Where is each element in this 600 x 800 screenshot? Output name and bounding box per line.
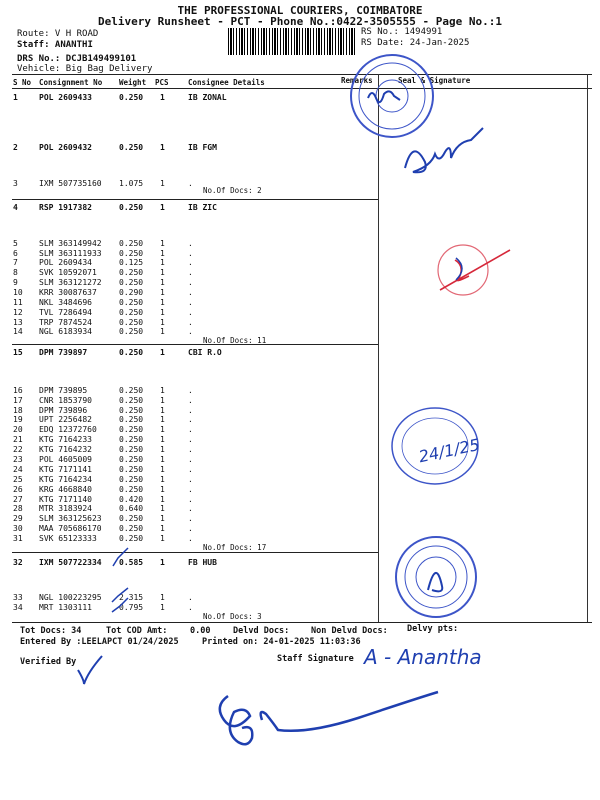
row-pcs: 1 bbox=[160, 485, 165, 494]
row-weight: 0.585 bbox=[119, 558, 144, 567]
row-sno: 29 bbox=[13, 514, 23, 523]
bank-stamp-icon bbox=[351, 55, 433, 137]
row-sno: 30 bbox=[13, 524, 23, 533]
row-consignee: . bbox=[188, 288, 193, 297]
row-consignee: . bbox=[188, 406, 193, 415]
row-sno: 2 bbox=[13, 143, 18, 152]
row-pcs: 1 bbox=[160, 278, 165, 287]
row-sno: 22 bbox=[13, 445, 23, 454]
row-pcs: 1 bbox=[160, 143, 165, 152]
row-sno: 4 bbox=[13, 203, 18, 212]
staff: Staff: ANANTHI bbox=[17, 40, 93, 50]
row-weight: 0.250 bbox=[119, 396, 144, 405]
row-weight: 0.250 bbox=[119, 386, 144, 395]
row-consignment: KTG 7164232 bbox=[39, 445, 92, 454]
row-weight: 0.250 bbox=[119, 425, 144, 434]
drs-number: DRS No.: DCJB149499101 bbox=[17, 54, 137, 64]
row-sno: 32 bbox=[13, 558, 23, 567]
row-consignee: . bbox=[188, 258, 193, 267]
row-consignee: . bbox=[188, 465, 193, 474]
row-sno: 17 bbox=[13, 396, 23, 405]
row-consignee: . bbox=[188, 495, 193, 504]
row-weight: 1.075 bbox=[119, 179, 144, 188]
row-consignment: SVK 65123333 bbox=[39, 534, 97, 543]
row-consignment: SLM 363121272 bbox=[39, 278, 102, 287]
row-consignee: FB HUB bbox=[188, 558, 217, 567]
verified-tick-icon bbox=[78, 656, 102, 684]
row-weight: 0.250 bbox=[119, 475, 144, 484]
row-weight: 0.250 bbox=[119, 485, 144, 494]
row-pcs: 1 bbox=[160, 308, 165, 317]
row-sno: 34 bbox=[13, 603, 23, 612]
row-weight: 0.250 bbox=[119, 327, 144, 336]
row-weight: 0.640 bbox=[119, 504, 144, 513]
row-sno: 15 bbox=[13, 348, 23, 357]
row-sno: 20 bbox=[13, 425, 23, 434]
row-consignee: . bbox=[188, 179, 193, 188]
tick-mark-icon bbox=[112, 548, 128, 612]
row-pcs: 1 bbox=[160, 534, 165, 543]
total-cod-label: Tot COD Amt: bbox=[106, 626, 168, 636]
row-sno: 5 bbox=[13, 239, 18, 248]
row-consignee: . bbox=[188, 524, 193, 533]
row-pcs: 1 bbox=[160, 514, 165, 523]
row-consignment: TVL 7286494 bbox=[39, 308, 92, 317]
row-weight: 0.250 bbox=[119, 239, 144, 248]
row-consignment: KTG 7171140 bbox=[39, 495, 92, 504]
non-delivered-docs: Non Delvd Docs: bbox=[311, 626, 388, 636]
row-sno: 18 bbox=[13, 406, 23, 415]
row-pcs: 1 bbox=[160, 495, 165, 504]
group-doc-count: No.Of Docs: 11 bbox=[203, 336, 267, 345]
company-title: THE PROFESSIONAL COURIERS, COIMBATORE bbox=[177, 4, 423, 17]
row-consignment: DPM 739897 bbox=[39, 348, 88, 357]
row-sno: 31 bbox=[13, 534, 23, 543]
row-pcs: 1 bbox=[160, 504, 165, 513]
entered-by: Entered By :LEELAPCT 01/24/2025 bbox=[20, 637, 179, 647]
row-consignment: SLM 363125623 bbox=[39, 514, 102, 523]
initial-mark-icon bbox=[368, 91, 400, 102]
row-consignment: SLM 363149942 bbox=[39, 239, 102, 248]
row-weight: 0.125 bbox=[119, 258, 144, 267]
row-pcs: 1 bbox=[160, 93, 165, 102]
row-weight: 0.250 bbox=[119, 514, 144, 523]
row-weight: 0.250 bbox=[119, 435, 144, 444]
row-pcs: 1 bbox=[160, 425, 165, 434]
row-weight: 0.420 bbox=[119, 495, 144, 504]
row-consignee: . bbox=[188, 485, 193, 494]
row-sno: 7 bbox=[13, 258, 18, 267]
group-doc-count: No.Of Docs: 17 bbox=[203, 543, 267, 552]
row-sno: 8 bbox=[13, 268, 18, 277]
row-pcs: 1 bbox=[160, 435, 165, 444]
row-consignee: . bbox=[188, 425, 193, 434]
row-consignee: . bbox=[188, 504, 193, 513]
row-consignment: SVK 10592071 bbox=[39, 268, 97, 277]
row-weight: 0.250 bbox=[119, 465, 144, 474]
row-consignee: . bbox=[188, 386, 193, 395]
row-consignee: . bbox=[188, 308, 193, 317]
printed-on: Printed on: 24-01-2025 11:03:36 bbox=[202, 637, 361, 647]
row-pcs: 1 bbox=[160, 396, 165, 405]
row-weight: 0.250 bbox=[119, 415, 144, 424]
row-pcs: 1 bbox=[160, 203, 165, 212]
row-sno: 23 bbox=[13, 455, 23, 464]
hub-stamp-icon bbox=[396, 537, 476, 617]
row-consignment: POL 2609434 bbox=[39, 258, 92, 267]
row-consignment: IXM 507735160 bbox=[39, 179, 102, 188]
row-consignment: NGL 6183934 bbox=[39, 327, 92, 336]
row-weight: 0.250 bbox=[119, 278, 144, 287]
row-consignee: . bbox=[188, 593, 193, 602]
row-pcs: 1 bbox=[160, 348, 165, 357]
row-weight: 0.250 bbox=[119, 298, 144, 307]
row-consignee: . bbox=[188, 445, 193, 454]
row-sno: 9 bbox=[13, 278, 18, 287]
row-weight: 0.290 bbox=[119, 288, 144, 297]
row-consignment: POL 2609433 bbox=[39, 93, 92, 102]
row-consignee: CBI R.O bbox=[188, 348, 222, 357]
row-pcs: 1 bbox=[160, 327, 165, 336]
row-weight: 0.250 bbox=[119, 249, 144, 258]
vehicle: Vehicle: Big Bag Delivery bbox=[17, 64, 153, 74]
row-consignment: POL 4605009 bbox=[39, 455, 92, 464]
row-sno: 21 bbox=[13, 435, 23, 444]
row-pcs: 1 bbox=[160, 318, 165, 327]
row-sno: 16 bbox=[13, 386, 23, 395]
row-consignment: KTG 7164234 bbox=[39, 475, 92, 484]
total-docs: Tot Docs: 34 bbox=[20, 626, 82, 636]
runsheet-title: Delivery Runsheet - PCT - Phone No.:0422-3505555 - Page No.:1 bbox=[98, 15, 502, 28]
signature-icon bbox=[405, 128, 483, 172]
row-pcs: 1 bbox=[160, 524, 165, 533]
row-pcs: 1 bbox=[160, 593, 165, 602]
row-sno: 24 bbox=[13, 465, 23, 474]
row-pcs: 1 bbox=[160, 249, 165, 258]
row-consignment: DPM 739896 bbox=[39, 406, 88, 415]
row-sno: 14 bbox=[13, 327, 23, 336]
row-weight: 0.250 bbox=[119, 318, 144, 327]
row-consignee: . bbox=[188, 455, 193, 464]
row-weight: 2.315 bbox=[119, 593, 144, 602]
signature-icon bbox=[428, 573, 442, 591]
row-consignee: IB ZIC bbox=[188, 203, 217, 212]
row-consignee: . bbox=[188, 298, 193, 307]
total-cod-value: 0.00 bbox=[190, 626, 211, 636]
row-weight: 0.250 bbox=[119, 348, 144, 357]
col-consignment: Consignment No bbox=[39, 78, 103, 87]
stamp-date-text: 24/1/25 bbox=[417, 434, 482, 467]
row-consignment: TRP 7874524 bbox=[39, 318, 92, 327]
row-consignment: IXM 507722334 bbox=[39, 558, 102, 567]
row-consignment: KTG 7164233 bbox=[39, 435, 92, 444]
row-pcs: 1 bbox=[160, 455, 165, 464]
row-consignee: IB ZONAL bbox=[188, 93, 227, 102]
signature-scribble-icon bbox=[220, 692, 438, 744]
row-consignment: UPT 2256482 bbox=[39, 415, 92, 424]
row-consignment: KTG 7171141 bbox=[39, 465, 92, 474]
row-sno: 1 bbox=[13, 93, 18, 102]
row-pcs: 1 bbox=[160, 445, 165, 454]
row-pcs: 1 bbox=[160, 406, 165, 415]
row-consignee: . bbox=[188, 327, 193, 336]
row-weight: 0.250 bbox=[119, 203, 144, 212]
col-weight: Weight bbox=[119, 78, 147, 87]
row-weight: 0.250 bbox=[119, 524, 144, 533]
row-pcs: 1 bbox=[160, 298, 165, 307]
row-sno: 3 bbox=[13, 179, 18, 188]
row-consignment: NGL 100223295 bbox=[39, 593, 102, 602]
row-pcs: 1 bbox=[160, 465, 165, 474]
row-consignment: MTR 3183924 bbox=[39, 504, 92, 513]
delivered-docs: Delvd Docs: bbox=[233, 626, 290, 636]
row-pcs: 1 bbox=[160, 258, 165, 267]
row-consignee: . bbox=[188, 396, 193, 405]
row-consignment: DPM 739895 bbox=[39, 386, 88, 395]
row-weight: 0.250 bbox=[119, 455, 144, 464]
row-consignee: . bbox=[188, 514, 193, 523]
row-sno: 27 bbox=[13, 495, 23, 504]
row-consignee: IB FGM bbox=[188, 143, 217, 152]
row-consignee: . bbox=[188, 278, 193, 287]
row-sno: 12 bbox=[13, 308, 23, 317]
row-consignment: RSP 1917382 bbox=[39, 203, 92, 212]
col-consignee: Consignee Details bbox=[188, 78, 265, 87]
col-seal: Seal & Signature bbox=[398, 76, 471, 85]
row-weight: 0.250 bbox=[119, 406, 144, 415]
row-consignee: . bbox=[188, 603, 193, 612]
row-weight: 0.250 bbox=[119, 308, 144, 317]
row-consignee: . bbox=[188, 249, 193, 258]
row-weight: 0.250 bbox=[119, 534, 144, 543]
row-consignment: KRG 4668840 bbox=[39, 485, 92, 494]
rs-number: RS No.: 1494991 bbox=[361, 27, 443, 37]
rs-date: RS Date: 24-Jan-2025 bbox=[361, 38, 470, 48]
col-pcs: PCS bbox=[155, 78, 169, 87]
row-pcs: 1 bbox=[160, 179, 165, 188]
row-consignee: . bbox=[188, 435, 193, 444]
red-stamp-icon bbox=[438, 245, 510, 295]
row-sno: 33 bbox=[13, 593, 23, 602]
row-sno: 26 bbox=[13, 485, 23, 494]
row-consignee: . bbox=[188, 475, 193, 484]
row-consignee: . bbox=[188, 415, 193, 424]
row-pcs: 1 bbox=[160, 558, 165, 567]
row-pcs: 1 bbox=[160, 268, 165, 277]
delivery-points: Delvy pts: bbox=[407, 624, 459, 634]
row-pcs: 1 bbox=[160, 288, 165, 297]
row-consignment: CNR 1853790 bbox=[39, 396, 92, 405]
row-consignment: NKL 3484696 bbox=[39, 298, 92, 307]
staff-signature-text: A - Anantha bbox=[364, 645, 482, 669]
row-weight: 0.250 bbox=[119, 445, 144, 454]
row-consignment: POL 2609432 bbox=[39, 143, 92, 152]
route: Route: V H ROAD bbox=[17, 29, 99, 39]
row-pcs: 1 bbox=[160, 603, 165, 612]
col-sno: S No bbox=[13, 78, 32, 87]
row-pcs: 1 bbox=[160, 415, 165, 424]
row-consignment: EDQ 12372760 bbox=[39, 425, 97, 434]
staff-signature-label: Staff Signature bbox=[277, 654, 354, 664]
group-doc-count: No.Of Docs: 2 bbox=[203, 186, 262, 195]
row-weight: 0.250 bbox=[119, 93, 144, 102]
row-sno: 19 bbox=[13, 415, 23, 424]
row-consignee: . bbox=[188, 534, 193, 543]
row-weight: 0.795 bbox=[119, 603, 144, 612]
group-doc-count: No.Of Docs: 3 bbox=[203, 612, 262, 621]
row-weight: 0.250 bbox=[119, 143, 144, 152]
row-pcs: 1 bbox=[160, 239, 165, 248]
row-weight: 0.250 bbox=[119, 268, 144, 277]
row-consignee: . bbox=[188, 318, 193, 327]
row-consignment: MAA 705686170 bbox=[39, 524, 102, 533]
row-sno: 28 bbox=[13, 504, 23, 513]
row-sno: 10 bbox=[13, 288, 23, 297]
row-consignment: KRR 30087637 bbox=[39, 288, 97, 297]
row-sno: 25 bbox=[13, 475, 23, 484]
col-remarks: Remarks bbox=[341, 76, 373, 85]
row-consignment: MRT 1303111 bbox=[39, 603, 92, 612]
row-consignment: SLM 363111933 bbox=[39, 249, 102, 258]
row-consignee: . bbox=[188, 239, 193, 248]
row-consignee: . bbox=[188, 268, 193, 277]
row-sno: 6 bbox=[13, 249, 18, 258]
row-pcs: 1 bbox=[160, 475, 165, 484]
row-sno: 13 bbox=[13, 318, 23, 327]
row-pcs: 1 bbox=[160, 386, 165, 395]
verified-by: Verified By bbox=[20, 657, 77, 667]
row-sno: 11 bbox=[13, 298, 23, 307]
